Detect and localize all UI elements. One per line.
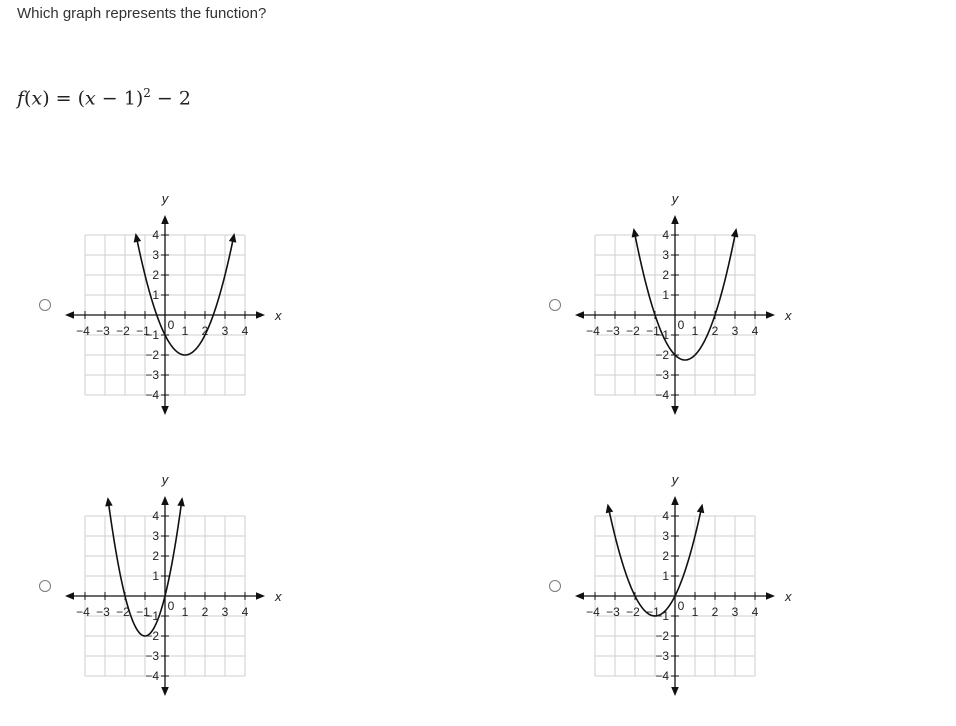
x-tick-label: 2 (711, 324, 719, 338)
curve-arrow-right (697, 504, 704, 514)
y-tick-label: 1 (152, 288, 159, 302)
y-axis-label: y (161, 472, 169, 487)
x-axis-arrow-right (256, 592, 265, 600)
curve-arrow-left (632, 228, 639, 238)
x-axis-arrow-left (65, 311, 74, 319)
x-tick-label: −4 (586, 324, 600, 338)
choice-3-graph (45, 456, 305, 726)
formula-exponent: 2 (143, 86, 151, 100)
y-tick-label: −1 (655, 609, 669, 623)
y-tick-label: −4 (655, 388, 669, 402)
y-axis-arrow-down (161, 406, 169, 415)
y-tick-label: −1 (145, 328, 159, 342)
x-tick-label: 2 (711, 605, 719, 619)
x-tick-label: −2 (626, 605, 640, 619)
x-tick-label: −1 (646, 324, 660, 338)
curve-arrow-left (606, 504, 613, 514)
y-tick-label: 3 (152, 529, 159, 543)
curve-arrow-right (731, 228, 738, 238)
x-axis-label: x (275, 589, 282, 604)
x-tick-label: −1 (136, 605, 150, 619)
y-axis-arrow-up (161, 215, 169, 224)
y-tick-label: 1 (662, 569, 669, 583)
y-axis-label: y (161, 191, 169, 206)
formula-minus-one: − 1) (95, 87, 144, 110)
choice-2-graph (555, 175, 815, 445)
x-tick-label: 4 (751, 324, 759, 338)
y-tick-label: 3 (152, 248, 159, 262)
y-tick-label: −3 (655, 649, 669, 663)
y-tick-label: 4 (662, 509, 669, 523)
x-tick-label: −2 (116, 605, 130, 619)
y-tick-label: −2 (145, 629, 159, 643)
y-axis-arrow-up (671, 496, 679, 505)
y-tick-label: 2 (662, 549, 669, 563)
y-tick-label: −2 (145, 348, 159, 362)
x-tick-label: 2 (201, 605, 209, 619)
x-tick-label: 0 (167, 599, 175, 613)
x-axis-arrow-left (575, 592, 584, 600)
x-axis-label: x (785, 589, 792, 604)
y-tick-label: 2 (152, 268, 159, 282)
y-tick-label: 3 (662, 248, 669, 262)
formula-f: f (17, 87, 25, 110)
y-tick-label: −2 (655, 348, 669, 362)
y-tick-label: 4 (662, 228, 669, 242)
question-text: Which graph represents the function? (17, 5, 267, 22)
x-tick-label: 3 (221, 324, 229, 338)
x-tick-label: 4 (241, 605, 249, 619)
formula-x2: x (85, 87, 96, 110)
x-tick-label: −4 (76, 324, 90, 338)
x-tick-label: −4 (76, 605, 90, 619)
curve-arrow-right (177, 497, 185, 506)
y-tick-label: 1 (662, 288, 669, 302)
x-tick-label: 1 (691, 324, 699, 338)
y-tick-label: −4 (655, 669, 669, 683)
y-tick-label: −4 (145, 669, 159, 683)
x-tick-label: −1 (136, 324, 150, 338)
x-tick-label: −3 (96, 324, 110, 338)
y-tick-label: 3 (662, 529, 669, 543)
x-tick-label: −4 (586, 605, 600, 619)
x-axis-label: x (275, 308, 282, 323)
y-tick-label: −3 (145, 368, 159, 382)
y-tick-label: −3 (655, 368, 669, 382)
y-axis-label: y (671, 472, 679, 487)
x-tick-label: 1 (181, 605, 189, 619)
x-axis-arrow-left (575, 311, 584, 319)
y-axis-arrow-down (161, 687, 169, 696)
x-axis-arrow-left (65, 592, 74, 600)
y-tick-label: 2 (662, 268, 669, 282)
x-tick-label: 3 (731, 324, 739, 338)
x-tick-label: −2 (626, 324, 640, 338)
choice-4-graph (555, 456, 815, 726)
x-tick-label: 0 (167, 318, 175, 332)
x-tick-label: 4 (751, 605, 759, 619)
x-tick-label: 3 (731, 605, 739, 619)
x-tick-label: −3 (606, 324, 620, 338)
y-axis-arrow-up (161, 496, 169, 505)
x-tick-label: 3 (221, 605, 229, 619)
y-tick-label: −4 (145, 388, 159, 402)
curve-arrow-left (134, 233, 141, 243)
x-tick-label: −2 (116, 324, 130, 338)
x-tick-label: 2 (201, 324, 209, 338)
formula-x1: x (31, 87, 43, 110)
formula-tail: − 2 (150, 87, 191, 110)
y-axis-arrow-down (671, 406, 679, 415)
y-axis-arrow-down (671, 687, 679, 696)
curve-arrow-right (229, 233, 236, 243)
x-tick-label: −1 (646, 605, 660, 619)
x-tick-label: 1 (691, 605, 699, 619)
x-tick-label: 1 (181, 324, 189, 338)
y-tick-label: −1 (145, 609, 159, 623)
x-axis-arrow-right (766, 311, 775, 319)
curve-arrow-left (105, 497, 113, 506)
choice-1-graph (45, 175, 305, 445)
y-tick-label: −2 (655, 629, 669, 643)
y-axis-label: y (671, 191, 679, 206)
y-tick-label: −1 (655, 328, 669, 342)
y-tick-label: −3 (145, 649, 159, 663)
x-tick-label: −3 (606, 605, 620, 619)
function-formula: $f(x) = (x - 1)^2 - 2$ (17, 86, 191, 110)
y-tick-label: 1 (152, 569, 159, 583)
y-tick-label: 2 (152, 549, 159, 563)
formula-mid: ) = ( (42, 87, 86, 110)
x-tick-label: −3 (96, 605, 110, 619)
y-tick-label: 4 (152, 509, 159, 523)
x-axis-arrow-right (256, 311, 265, 319)
x-tick-label: 0 (677, 599, 685, 613)
x-axis-label: x (785, 308, 792, 323)
x-tick-label: 4 (241, 324, 249, 338)
x-axis-arrow-right (766, 592, 775, 600)
y-tick-label: 4 (152, 228, 159, 242)
x-tick-label: 0 (677, 318, 685, 332)
y-axis-arrow-up (671, 215, 679, 224)
